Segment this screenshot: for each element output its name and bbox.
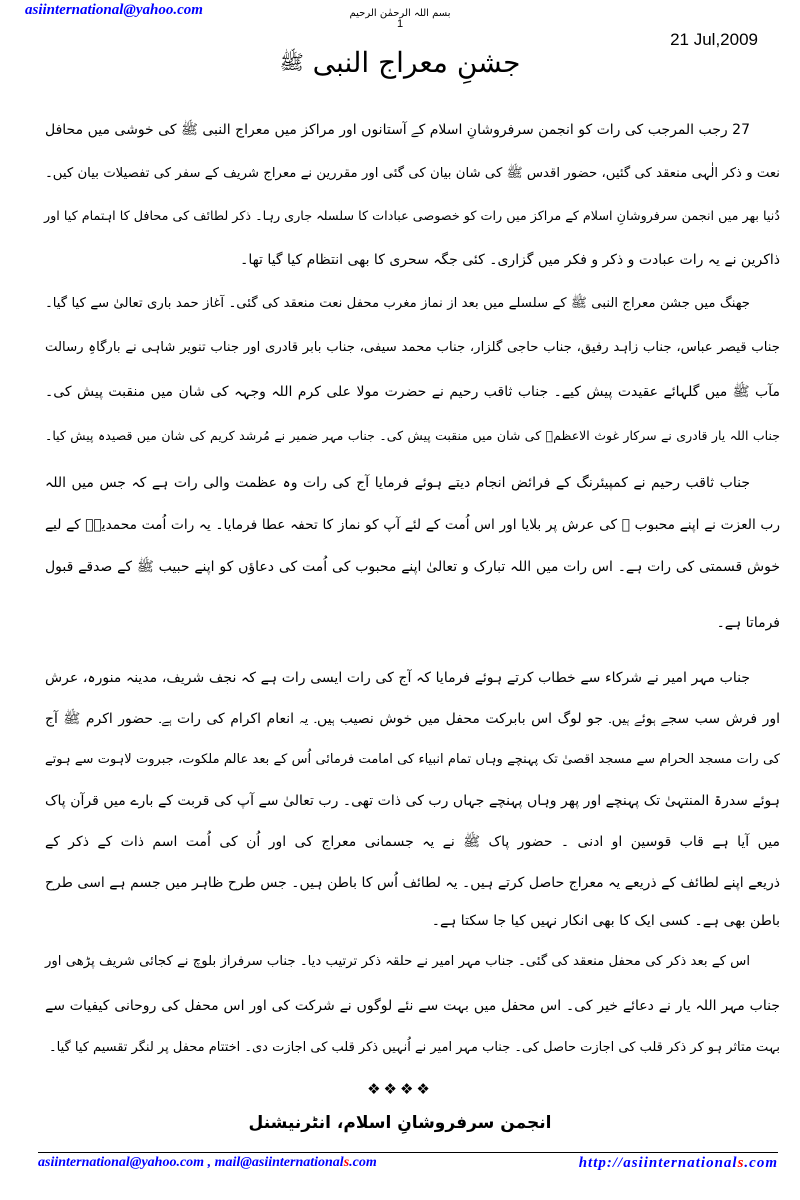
body-line: کی رات مسجد الحرام سے مسجد اقصیٰ تک پہنچے وہاں تمام انبیاء کی امامت فرمائی اُس کے بعد عالم ملکوت، جبروت لاہوت سے ہوتے xyxy=(45,752,780,767)
body-line: جناب مہر امیر نے شرکاء سے خطاب کرتے ہوئے فرمایا کہ آج کی رات ایسی رات ہے کہ نجف شریف، مدینہ منورہ، عرش xyxy=(45,670,750,686)
footer-divider xyxy=(38,1152,778,1153)
body-line: خوش قسمتی کی رات ہے۔ اس رات میں اللہ تبارک و تعالیٰ اپنے محبوب کی اُمت کی دعاؤں کو اپنے حبیب ﷺ کے صدقے قبول xyxy=(45,559,780,575)
header-email-link[interactable]: asiinternational@yahoo.com xyxy=(25,2,203,18)
footer-emails xyxy=(38,1155,377,1171)
body-line: بہت متاثر ہو کر ذکر قلب کی اجازت حاصل کی۔ جناب مہر امیر نے اُنہیں ذکر قلب کی اجازت دی۔ اختتام محفل پر لنگر تقسیم کیا گیا۔ xyxy=(49,1040,780,1055)
url-part-red: s xyxy=(737,1155,745,1171)
page-title xyxy=(0,46,800,79)
body-line: جناب اللہ یار قادری نے سرکار غوث الاعظمؒ کی شان میں منقبت پیش کی۔ جناب مہر ضمیر نے مُرشد کریم کی شان میں قصیدہ پیش کیا۔ xyxy=(45,428,780,443)
body-line: ذاکرین نے یہ رات عبادت و ذکر و فکر میں گزاری۔ کئی جگہ سحری کا بھی انتظام کیا گیا تھا۔ xyxy=(240,252,780,268)
body-line: اور فرش سب سجے ہوئے ہیں۔ جو لوگ اس بابرکت محفل میں خوش نصیب ہیں۔ یہ انعام اکرام کی رات ہے۔ حضور اکرم ﷺ آج xyxy=(45,711,780,727)
body-line: فرماتا ہے۔ xyxy=(716,615,780,631)
page-number: 1 xyxy=(396,18,404,30)
footer-email-yahoo[interactable]: asiinternational@yahoo.com xyxy=(38,1155,205,1170)
body-line: جناب مہر اللہ یار نے دعائے خیر کی۔ اس محفل میں بہت سے نئے لوگوں نے شرکت کی اور اس محفل کی روحانی کیفیات سے xyxy=(45,998,780,1014)
body-line: جھنگ میں جشن معراج النبی ﷺ کے سلسلے میں بعد از نماز مغرب محفل نعت منعقد کی گئی۔ آغاز حمد باری تعالیٰ سے کیا گیا۔ xyxy=(45,296,750,311)
email-part: .com xyxy=(349,1155,377,1170)
honorific-icon: ﷺ xyxy=(279,50,304,74)
email-separator: , xyxy=(204,1155,215,1170)
body-line: باطن بھی ہے۔ کسی ایک کا بھی انکار نہیں کیا جا سکتا ہے۔ xyxy=(431,913,780,929)
body-line: ذریعے اپنے لطائف کے ذریعے یہ معراج حاصل کرتے ہیں۔ یہ لطائف اُس کا باطن ہیں۔ جس طرح ظاہر میں جسم ہے اسی طرح xyxy=(45,875,781,891)
url-part: .com xyxy=(744,1155,778,1171)
email-part: mail@asiinternational xyxy=(214,1155,344,1170)
body-line: مآب ﷺ میں گلہائے عقیدت پیش کیے۔ جناب ثاقب رحیم نے حضرت مولا علی کرم اللہ وجہہ کی شان میں منقبت پیش کی۔ xyxy=(45,384,780,400)
ornament-stars-icon: ❖❖❖❖ xyxy=(367,1080,433,1098)
organization-name: انجمن سرفروشانِ اسلام، انٹرنیشنل xyxy=(248,1113,552,1133)
body-line: 27 رجب المرجب کی رات کو انجمن سرفروشانِ اسلام کے آستانوں اور مراکز میں معراج النبی ﷺ کی خوشی میں محافل xyxy=(45,122,750,138)
body-line: ہوئے سدرۃ المنتہیٰ تک پہنچے اور پھر وہاں پہنچے جہاں رب کی ذات تھی۔ رب تعالیٰ سے آپ کی قربت کے بارے میں قرآن پاک xyxy=(45,793,780,809)
body-line: جناب قیصر عباس، جناب زاہد رفیق، جناب حاجی گلزار، جناب محمد سیفی، جناب بابر قادری اور جناب تنویر شاہی نے بارگاہِ رسالت xyxy=(45,340,780,355)
url-part: http://asiinternational xyxy=(578,1155,738,1171)
body-line: جناب ثاقب رحیم نے کمپیئرنگ کے فرائض انجام دیتے ہوئے فرمایا آج کی رات وہ عظمت والی رات ہے کہ جس میں اللہ xyxy=(45,475,751,491)
footer-email-mail[interactable] xyxy=(215,1155,377,1170)
title-text: جشنِ معراج النبی xyxy=(312,46,521,79)
date: 21 Jul,2009 xyxy=(670,30,758,49)
bismillah: بسم اللہ الرحمٰن الرحیم xyxy=(349,8,451,19)
body-line: میں آیا ہے قاب قوسین او ادنی ۔ حضور پاک ﷺ نے یہ جسمانی معراج کی اور اُن کی اُمت اسم ذات کے ذکر کے xyxy=(45,834,780,850)
email-part-red: s xyxy=(343,1155,350,1170)
body-line: نعت و ذکر الٰہی منعقد کی گئیں، حضور اقدس ﷺ کی شان بیان کی گئی اور مقررین نے معراج شریف کے سفر کی تفصیلات بیان کیں۔ xyxy=(45,166,780,181)
footer-website-link[interactable] xyxy=(579,1155,778,1172)
body-line: اس کے بعد ذکر کی محفل منعقد کی گئی۔ جناب مہر امیر نے حلقہ ذکر ترتیب دیا۔ جناب سرفراز بلوچ نے کجائی شریف پڑھی اور xyxy=(45,954,750,969)
body-line: دُنیا بھر میں انجمن سرفروشانِ اسلام کے مراکز میں رات کو خصوصی عبادات کا سلسلہ جاری رہا۔ ذکر لطائف کی محافل کا اہتمام کیا اور xyxy=(43,209,780,224)
body-line: رب العزت نے اپنے محبوب ﷺ کی عرش پر بلایا اور اس اُمت کے لئے آپ کو نماز کا تحفہ عطا فرمایا۔ یہ رات اُمت محمدیہؐ کے لیے xyxy=(45,517,780,533)
